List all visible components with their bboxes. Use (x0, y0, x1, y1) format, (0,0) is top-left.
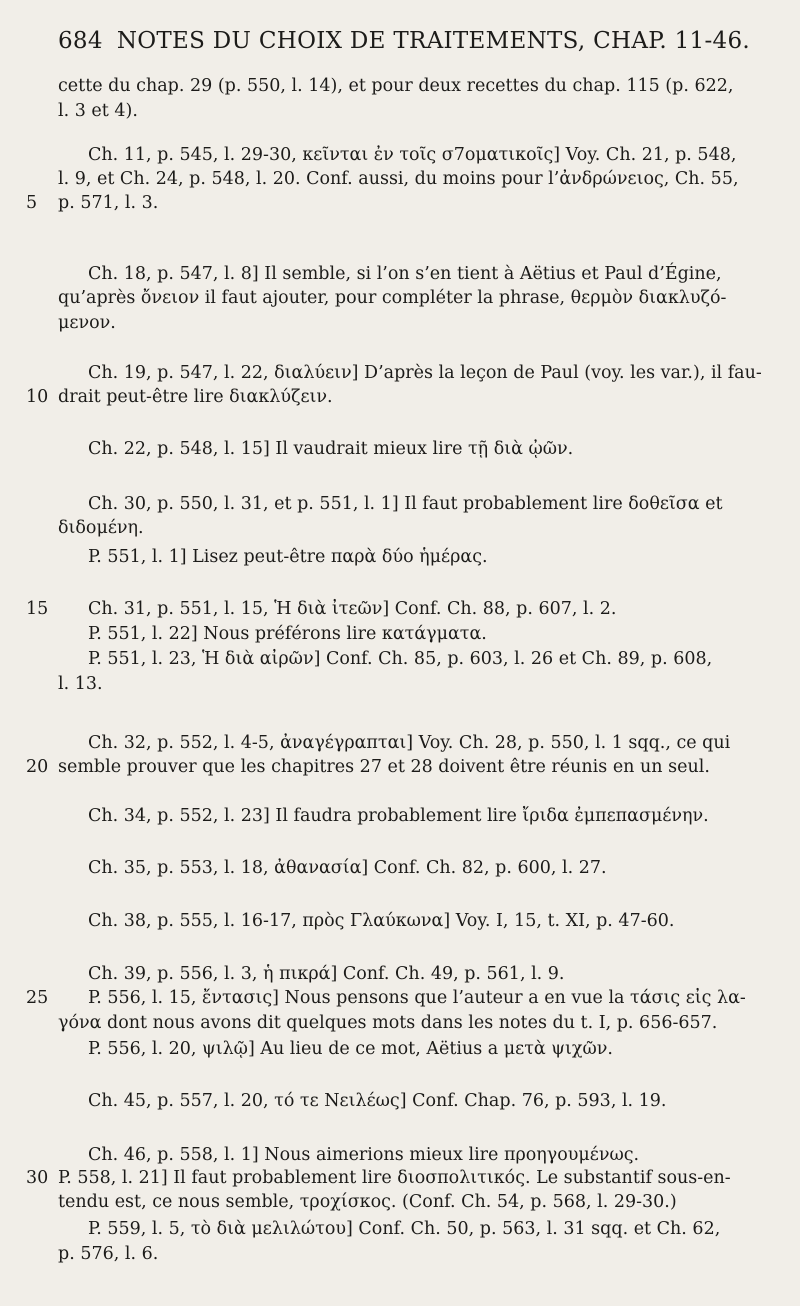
text-line: drait peut-être lire διακλύζειν. (58, 387, 333, 407)
text-line: P. 559, l. 5, τὸ διὰ μελιλώτου] Conf. Ch. 50, p. 563, l. 31 sqq. et Ch. 62, (88, 1219, 721, 1239)
text-line: Ch. 39, p. 556, l. 3, ἡ πικρά] Conf. Ch. 49, p. 561, l. 9. (88, 964, 565, 984)
text-line: tendu est, ce nous semble, τροχίσκος. (Conf. Ch. 54, p. 568, l. 29-30.) (58, 1192, 677, 1212)
text-line: μενον. (58, 313, 116, 333)
line-number: 15 (26, 599, 49, 619)
text-line: διδομένη. (58, 518, 144, 538)
text-line: l. 13. (58, 674, 103, 694)
text-line: Ch. 32, p. 552, l. 4-5, ἀναγέγραπται] Voy. Ch. 28, p. 550, l. 1 sqq., ce qui (88, 733, 731, 753)
text-line: P. 551, l. 1] Lisez peut-être παρὰ δύο ἡμέρας. (88, 547, 488, 567)
text-line: p. 571, l. 3. (58, 193, 159, 213)
line-number: 10 (26, 387, 49, 407)
text-line: Ch. 38, p. 555, l. 16-17, πρὸς Γλαύκωνα] Voy. I, 15, t. XI, p. 47-60. (88, 911, 675, 931)
text-line: P. 558, l. 21] Il faut probablement lire διοσπολιτικός. Le substantif sous-en- (58, 1168, 731, 1188)
text-line: l. 9, et Ch. 24, p. 548, l. 20. Conf. aussi, du moins pour l’ἀνδρώνειος, Ch. 55, (58, 169, 739, 189)
text-line: Ch. 35, p. 553, l. 18, ἀθανασία] Conf. Ch. 82, p. 600, l. 27. (88, 858, 607, 878)
text-line: P. 556, l. 20, ψιλῷ] Au lieu de ce mot, Aëtius a μετὰ ψιχῶν. (88, 1039, 613, 1059)
line-number: 25 (26, 988, 49, 1008)
text-line: Ch. 18, p. 547, l. 8] Il semble, si l’on s’en tient à Aëtius et Paul d’Égine, (88, 264, 722, 284)
text-line: Ch. 45, p. 557, l. 20, τό τε Νειλέως] Conf. Chap. 76, p. 593, l. 19. (88, 1091, 667, 1111)
running-title: NOTES DU CHOIX DE TRAITEMENTS, CHAP. 11-46. (116, 28, 751, 54)
text-line: semble prouver que les chapitres 27 et 28 doivent être réunis en un seul. (58, 757, 710, 777)
running-header (58, 28, 758, 54)
text-line: qu’après ὄνειον il faut ajouter, pour compléter la phrase, θερμὸν διακλυζό- (58, 288, 727, 308)
line-number: 5 (26, 193, 38, 213)
text-line: Ch. 46, p. 558, l. 1] Nous aimerions mieux lire προηγουμένως. (88, 1145, 640, 1165)
line-number: 20 (26, 757, 49, 777)
text-line: Ch. 22, p. 548, l. 15] Il vaudrait mieux lire τῇ διὰ ᾠῶν. (88, 439, 574, 459)
text-line: Ch. 11, p. 545, l. 29-30, κεῖνται ἐν τοῖς σ7οματικοῖς] Voy. Ch. 21, p. 548, (88, 145, 737, 165)
text-line: P. 556, l. 15, ἔντασις] Nous pensons que l’auteur a en vue la τάσις εἰς λα- (88, 988, 746, 1008)
text-line: P. 551, l. 23, Ἡ διὰ αἰρῶν] Conf. Ch. 85, p. 603, l. 26 et Ch. 89, p. 608, (88, 649, 713, 669)
text-line: Ch. 34, p. 552, l. 23] Il faudra probablement lire ἴριδα ἐμπεπασμένην. (88, 806, 709, 826)
page-number: 684 (58, 28, 103, 54)
text-line: γόνα dont nous avons dit quelques mots dans les notes du t. I, p. 656-657. (58, 1013, 718, 1033)
text-line: P. 551, l. 22] Nous préférons lire κατάγματα. (88, 624, 487, 644)
text-line: cette du chap. 29 (p. 550, l. 14), et pour deux recettes du chap. 115 (p. 622, (58, 76, 734, 96)
line-number: 30 (26, 1168, 49, 1188)
text-line: l. 3 et 4). (58, 101, 138, 121)
text-line: Ch. 30, p. 550, l. 31, et p. 551, l. 1] Il faut probablement lire δοθεῖσα et (88, 494, 723, 514)
text-line: p. 576, l. 6. (58, 1244, 159, 1264)
text-line: Ch. 31, p. 551, l. 15, Ἡ διὰ ἰτεῶν] Conf. Ch. 88, p. 607, l. 2. (88, 599, 617, 619)
text-line: Ch. 19, p. 547, l. 22, διαλύειν] D’après la leçon de Paul (voy. les var.), il fau- (88, 363, 762, 383)
